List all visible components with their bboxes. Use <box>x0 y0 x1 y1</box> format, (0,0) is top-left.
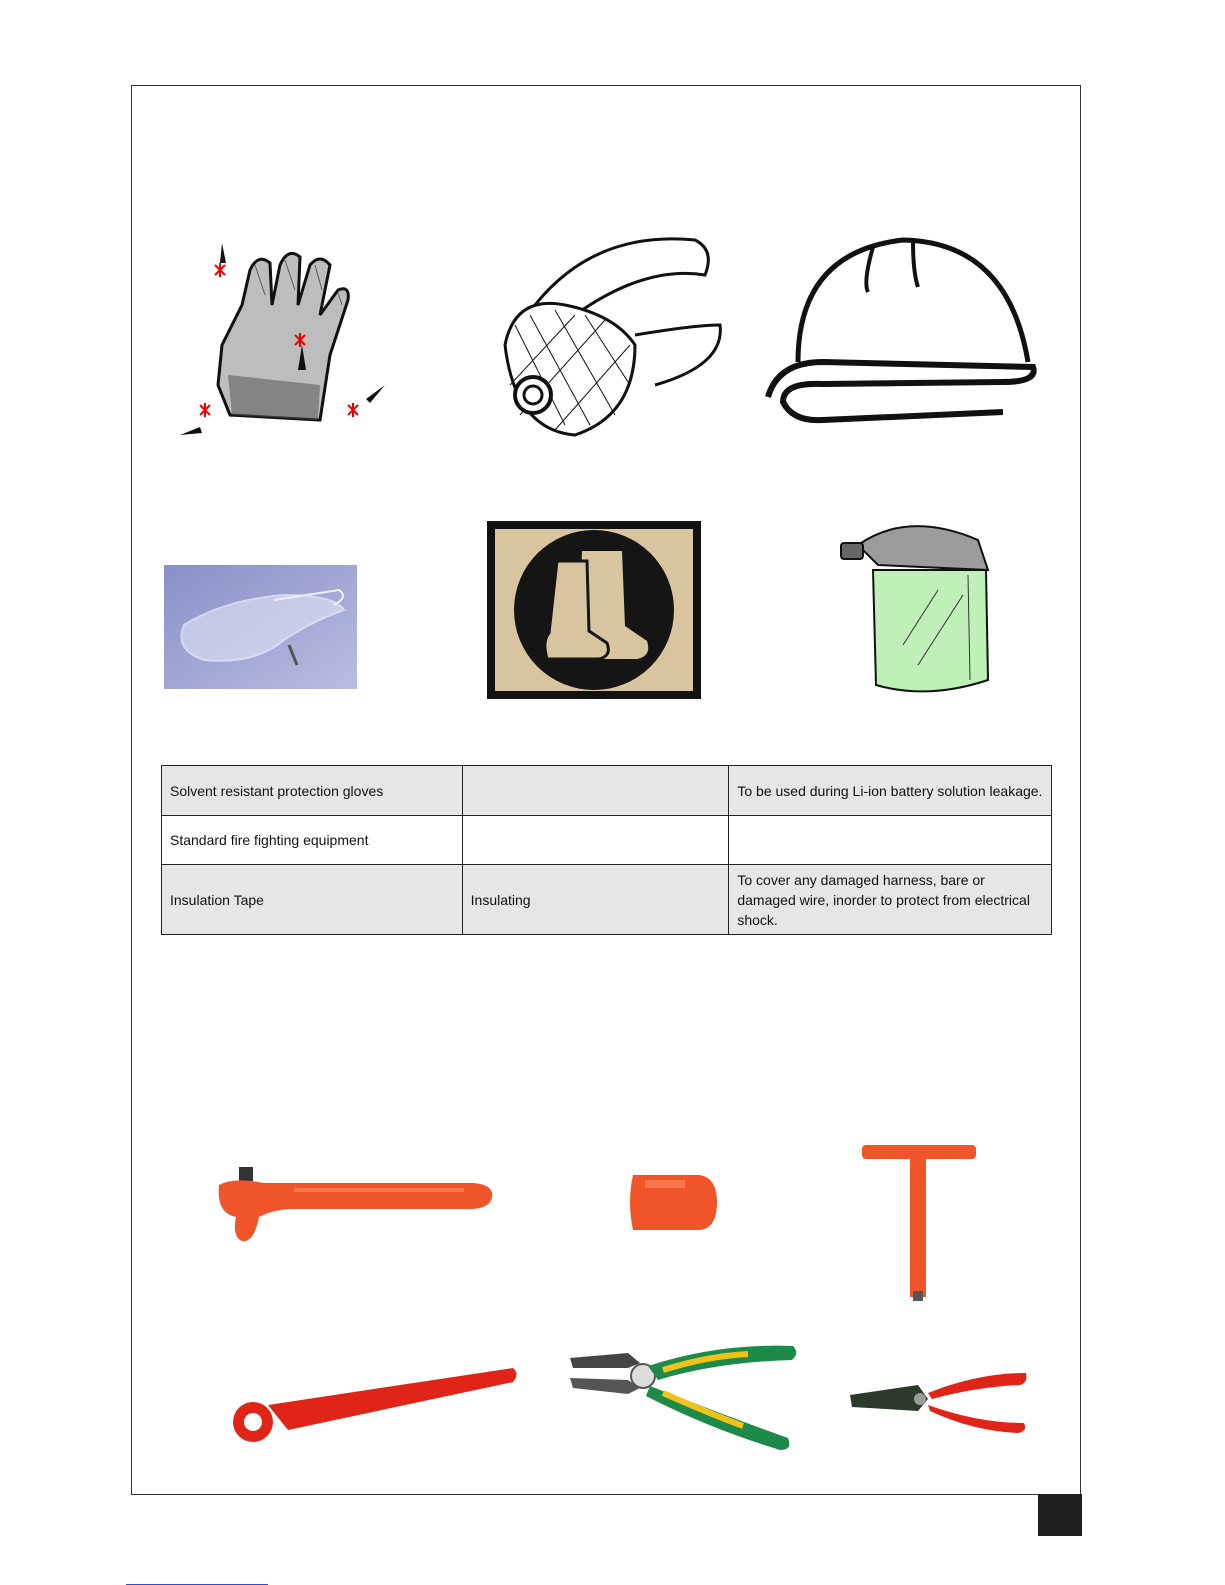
table-cell-item: Insulation Tape <box>162 865 463 935</box>
table-cell-purpose: To be used during Li-ion battery solution leakage. <box>729 766 1052 816</box>
hard-hat-icon <box>763 232 1038 427</box>
table-cell-property <box>462 816 729 865</box>
combination-pliers-icon <box>568 1338 800 1453</box>
wire-stripper-icon <box>848 1365 1028 1435</box>
table-cell-item: Standard fire fighting equipment <box>162 816 463 865</box>
insulated-ring-spanner-icon <box>228 1360 520 1445</box>
safety-boots-sign-icon <box>487 521 701 699</box>
table-cell-purpose: To cover any damaged harness, bare or damaged wire, inorder to protect from electrical shock. <box>729 865 1052 935</box>
table-cell-item: Solvent resistant protection gloves <box>162 766 463 816</box>
insulated-socket-icon <box>625 1170 720 1235</box>
table-row <box>162 766 1052 816</box>
face-shield-icon <box>838 515 1000 695</box>
insulated-ratchet-icon <box>214 1165 494 1247</box>
gloves-icon <box>170 235 395 450</box>
safety-glasses-icon <box>164 565 357 689</box>
table-cell-property: Insulating <box>462 865 729 935</box>
page-number-tab <box>1038 1494 1082 1536</box>
table-cell-property <box>462 766 729 816</box>
table-row <box>162 816 1052 865</box>
respirator-mask-icon <box>495 235 730 440</box>
table-cell-purpose <box>729 816 1052 865</box>
table-row <box>162 865 1052 935</box>
t-handle-wrench-icon <box>860 1143 978 1303</box>
ppe-table <box>161 765 1052 935</box>
